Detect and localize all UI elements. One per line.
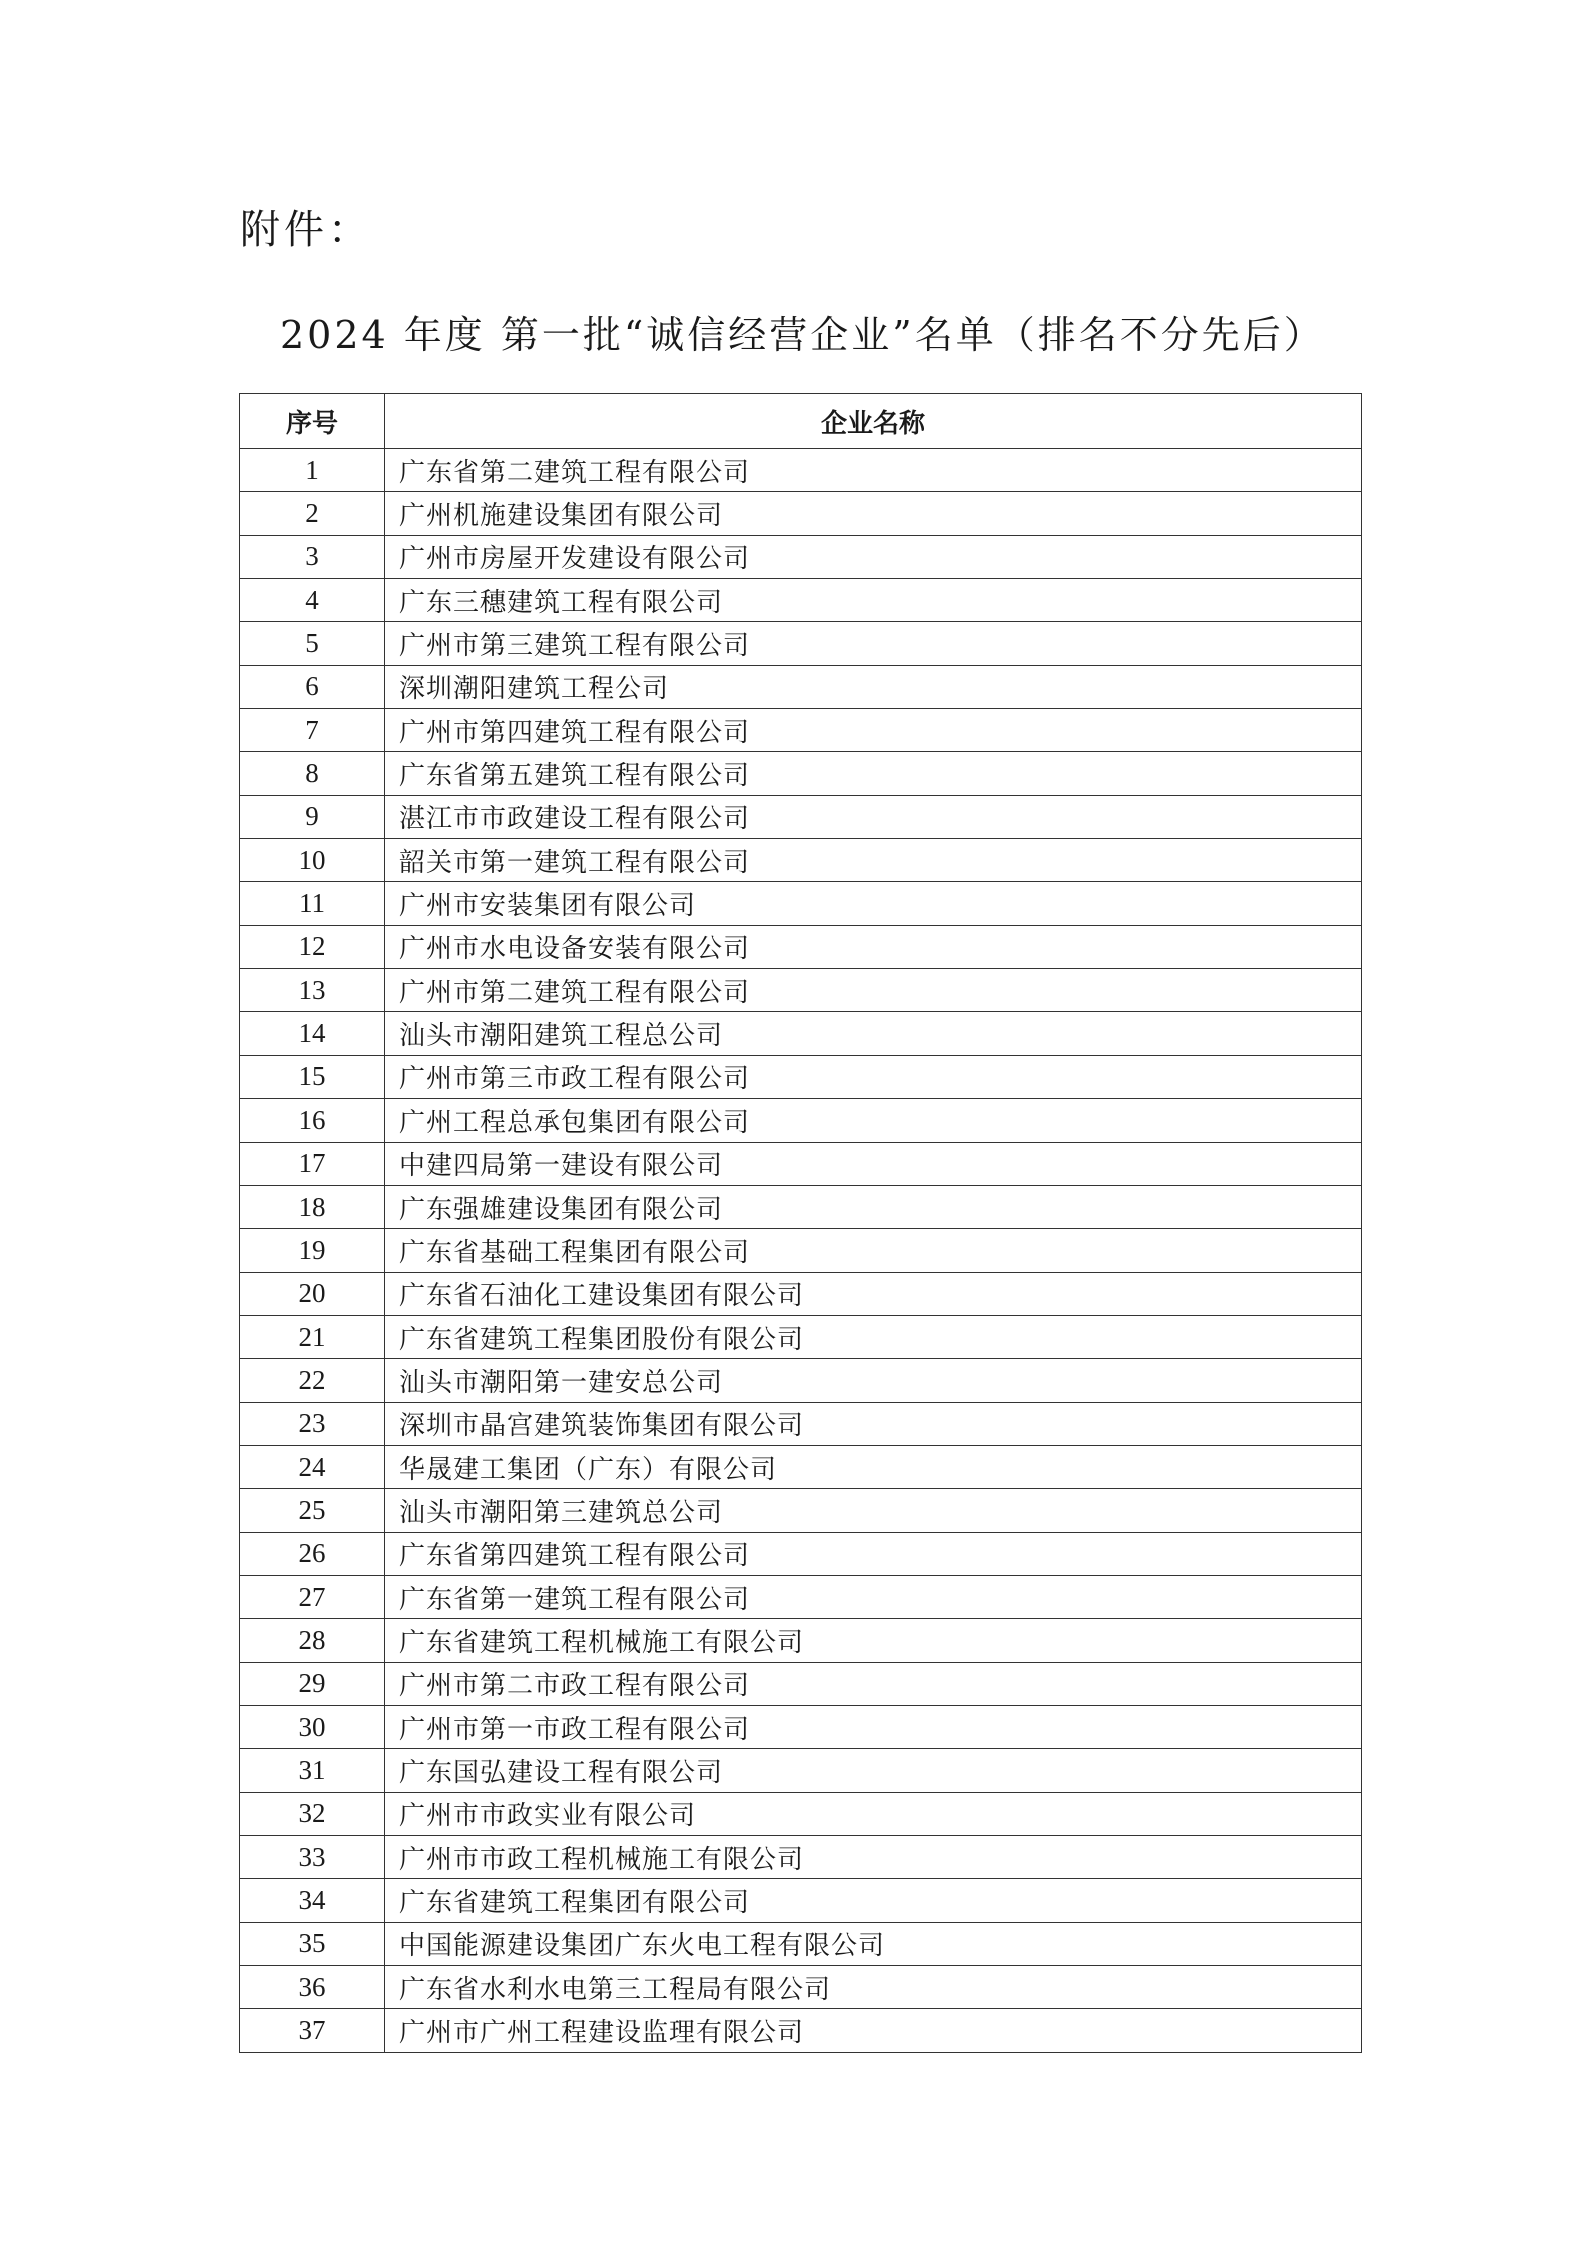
enterprise-name: 广东省石油化工建设集团有限公司: [385, 1272, 1362, 1315]
enterprise-name: 广州市水电设备安装有限公司: [385, 925, 1362, 968]
document-title: 2024 年度 第一批“诚信经营企业”名单（排名不分先后）: [280, 313, 1325, 357]
table-row: [240, 1229, 1362, 1272]
enterprise-name: 韶关市第一建筑工程有限公司: [385, 839, 1362, 882]
enterprise-name: 广州市第二市政工程有限公司: [385, 1662, 1362, 1705]
table-row: [240, 492, 1362, 535]
row-number: 17: [240, 1142, 385, 1185]
column-header-enterprise-name: 企业名称: [385, 394, 1362, 449]
table-row: [240, 1792, 1362, 1835]
table-row: [240, 1532, 1362, 1575]
enterprise-name: 广州市第一市政工程有限公司: [385, 1705, 1362, 1748]
row-number: 14: [240, 1012, 385, 1055]
row-number: 37: [240, 2009, 385, 2052]
table-row: [240, 1272, 1362, 1315]
enterprise-name: 中建四局第一建设有限公司: [385, 1142, 1362, 1185]
enterprise-name: 广东省基础工程集团有限公司: [385, 1229, 1362, 1272]
row-number: 22: [240, 1359, 385, 1402]
row-number: 20: [240, 1272, 385, 1315]
enterprise-name: 广州市安装集团有限公司: [385, 882, 1362, 925]
row-number: 34: [240, 1879, 385, 1922]
row-number: 18: [240, 1185, 385, 1228]
enterprise-name: 汕头市潮阳第一建安总公司: [385, 1359, 1362, 1402]
enterprise-name: 广州机施建设集团有限公司: [385, 492, 1362, 535]
enterprise-name: 广州市市政工程机械施工有限公司: [385, 1836, 1362, 1879]
row-number: 2: [240, 492, 385, 535]
table-header-row: [240, 394, 1362, 449]
row-number: 25: [240, 1489, 385, 1532]
table-row: [240, 1879, 1362, 1922]
enterprise-name: 深圳潮阳建筑工程公司: [385, 665, 1362, 708]
table-row: [240, 1922, 1362, 1965]
table-row: [240, 709, 1362, 752]
table-row: [240, 1185, 1362, 1228]
enterprise-name: 中国能源建设集团广东火电工程有限公司: [385, 1922, 1362, 1965]
table-body: [240, 449, 1362, 2053]
enterprise-name: 广州市第三建筑工程有限公司: [385, 622, 1362, 665]
enterprise-name: 广东省建筑工程机械施工有限公司: [385, 1619, 1362, 1662]
table-row: [240, 839, 1362, 882]
table-row: [240, 1359, 1362, 1402]
enterprise-name: 广东省第二建筑工程有限公司: [385, 449, 1362, 492]
row-number: 9: [240, 795, 385, 838]
row-number: 13: [240, 969, 385, 1012]
table-row: [240, 535, 1362, 578]
table-row: [240, 1445, 1362, 1488]
enterprise-name: 湛江市市政建设工程有限公司: [385, 795, 1362, 838]
table-row: [240, 2009, 1362, 2052]
enterprise-name: 广东省水利水电第三工程局有限公司: [385, 1966, 1362, 2009]
enterprise-name: 汕头市潮阳建筑工程总公司: [385, 1012, 1362, 1055]
table-row: [240, 1489, 1362, 1532]
row-number: 28: [240, 1619, 385, 1662]
row-number: 21: [240, 1315, 385, 1358]
row-number: 29: [240, 1662, 385, 1705]
row-number: 23: [240, 1402, 385, 1445]
enterprise-name: 广东国弘建设工程有限公司: [385, 1749, 1362, 1792]
row-number: 15: [240, 1055, 385, 1098]
table-row: [240, 752, 1362, 795]
row-number: 32: [240, 1792, 385, 1835]
table-row: [240, 622, 1362, 665]
row-number: 5: [240, 622, 385, 665]
table-row: [240, 882, 1362, 925]
enterprise-name: 广东三穗建筑工程有限公司: [385, 579, 1362, 622]
enterprise-name: 深圳市晶宫建筑装饰集团有限公司: [385, 1402, 1362, 1445]
table-row: [240, 1099, 1362, 1142]
row-number: 6: [240, 665, 385, 708]
enterprise-name: 广州市广州工程建设监理有限公司: [385, 2009, 1362, 2052]
row-number: 31: [240, 1749, 385, 1792]
enterprise-name: 汕头市潮阳第三建筑总公司: [385, 1489, 1362, 1532]
enterprise-name: 广东强雄建设集团有限公司: [385, 1185, 1362, 1228]
enterprise-name: 广东省建筑工程集团股份有限公司: [385, 1315, 1362, 1358]
row-number: 8: [240, 752, 385, 795]
table-row: [240, 795, 1362, 838]
row-number: 7: [240, 709, 385, 752]
table-row: [240, 665, 1362, 708]
table-row: [240, 449, 1362, 492]
table-row: [240, 1315, 1362, 1358]
enterprise-name: 广州市房屋开发建设有限公司: [385, 535, 1362, 578]
enterprise-name: 广东省第一建筑工程有限公司: [385, 1575, 1362, 1618]
row-number: 11: [240, 882, 385, 925]
row-number: 24: [240, 1445, 385, 1488]
row-number: 12: [240, 925, 385, 968]
row-number: 10: [240, 839, 385, 882]
row-number: 26: [240, 1532, 385, 1575]
enterprise-name: 广东省第四建筑工程有限公司: [385, 1532, 1362, 1575]
table-row: [240, 1836, 1362, 1879]
table-row: [240, 1619, 1362, 1662]
row-number: 3: [240, 535, 385, 578]
enterprise-name: 广东省第五建筑工程有限公司: [385, 752, 1362, 795]
row-number: 27: [240, 1575, 385, 1618]
table-row: [240, 1575, 1362, 1618]
table-row: [240, 925, 1362, 968]
table-row: [240, 1012, 1362, 1055]
row-number: 30: [240, 1705, 385, 1748]
enterprise-name: 华晟建工集团（广东）有限公司: [385, 1445, 1362, 1488]
enterprise-name: 广州市第三市政工程有限公司: [385, 1055, 1362, 1098]
row-number: 1: [240, 449, 385, 492]
row-number: 19: [240, 1229, 385, 1272]
enterprise-name: 广州市第四建筑工程有限公司: [385, 709, 1362, 752]
row-number: 16: [240, 1099, 385, 1142]
table-row: [240, 579, 1362, 622]
row-number: 4: [240, 579, 385, 622]
column-header-number: 序号: [240, 394, 385, 449]
table-row: [240, 1705, 1362, 1748]
table-row: [240, 1402, 1362, 1445]
enterprise-name: 广州市市政实业有限公司: [385, 1792, 1362, 1835]
table-row: [240, 1662, 1362, 1705]
table-row: [240, 1142, 1362, 1185]
row-number: 36: [240, 1966, 385, 2009]
table-row: [240, 1966, 1362, 2009]
table-row: [240, 1749, 1362, 1792]
attachment-label: 附件：: [240, 207, 372, 253]
enterprise-name: 广州工程总承包集团有限公司: [385, 1099, 1362, 1142]
enterprise-name: 广东省建筑工程集团有限公司: [385, 1879, 1362, 1922]
table-row: [240, 1055, 1362, 1098]
enterprise-name: 广州市第二建筑工程有限公司: [385, 969, 1362, 1012]
enterprise-list-table: [239, 393, 1362, 2053]
table-row: [240, 969, 1362, 1012]
row-number: 35: [240, 1922, 385, 1965]
row-number: 33: [240, 1836, 385, 1879]
